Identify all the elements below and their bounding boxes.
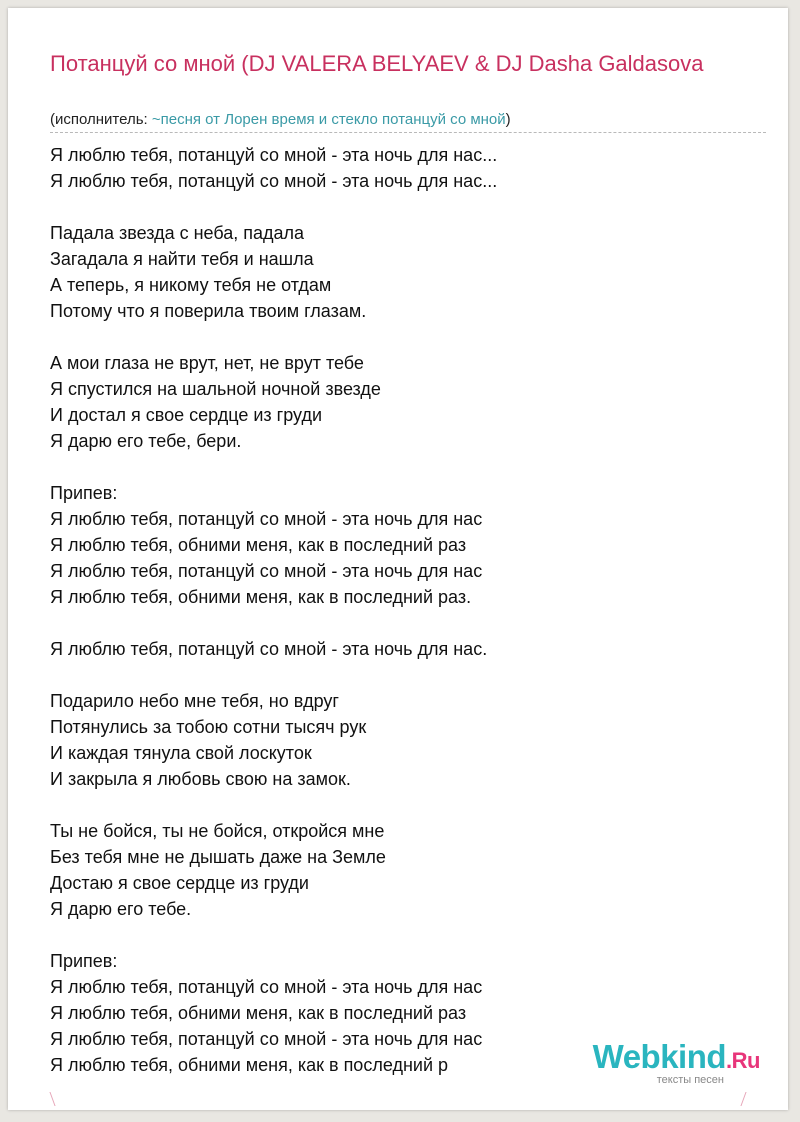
lyrics-line: Я люблю тебя, потанцуй со мной - эта ночь для нас bbox=[50, 509, 483, 529]
lyrics-line: Потянулись за тобою сотни тысяч рук bbox=[50, 717, 367, 737]
lyrics-line: Я люблю тебя, обними меня, как в последний раз. bbox=[50, 587, 472, 607]
logo-tld: .Ru bbox=[726, 1048, 760, 1073]
lyrics-line: Я люблю тебя, потанцуй со мной - эта ночь для нас. bbox=[50, 639, 488, 659]
lyrics-line: Достаю я свое сердце из груди bbox=[50, 873, 309, 893]
lyrics-line: Я люблю тебя, обними меня, как в последний раз bbox=[50, 1003, 467, 1023]
lyrics-line: Я люблю тебя, потанцуй со мной - эта ночь для нас... bbox=[50, 145, 498, 165]
lyrics-line: Припев: bbox=[50, 951, 118, 971]
logo-tagline: тексты песен bbox=[656, 1074, 724, 1086]
lyrics-line: И каждая тянула свой лоскуток bbox=[50, 743, 312, 763]
artist-suffix: ) bbox=[505, 111, 511, 128]
lyrics-body bbox=[50, 142, 497, 1104]
lyrics-line: И закрыла я любовь свою на замок. bbox=[50, 769, 351, 789]
logo-wordmark bbox=[593, 1040, 760, 1078]
document-page bbox=[8, 8, 788, 1110]
lyrics-stanza bbox=[50, 220, 497, 324]
lyrics-line: Я люблю тебя, потанцуй со мной - эта ночь для нас bbox=[50, 561, 483, 581]
lyrics-stanza bbox=[50, 480, 497, 610]
lyrics-line: Припев: bbox=[50, 483, 118, 503]
lyrics-line: Я дарю его тебе, бери. bbox=[50, 431, 242, 451]
lyrics-line: Падала звезда с неба, падала bbox=[50, 223, 305, 243]
lyrics-line: Потому что я поверила твоим глазам. bbox=[50, 301, 367, 321]
lyrics-line: Загадала я найти тебя и нашла bbox=[50, 249, 314, 269]
lyrics-line: Я люблю тебя, обними меня, как в последний раз bbox=[50, 535, 467, 555]
lyrics-line: Ты не бойся, ты не бойся, откройся мне bbox=[50, 821, 385, 841]
lyrics-line: И достал я свое сердце из груди bbox=[50, 405, 323, 425]
lyrics-line: Я люблю тебя, потанцуй со мной - эта ночь для нас... bbox=[50, 171, 498, 191]
lyrics-line: Я дарю его тебе. bbox=[50, 899, 192, 919]
page-corner-mark bbox=[740, 1092, 764, 1106]
lyrics-stanza bbox=[50, 350, 497, 454]
lyrics-line: А мои глаза не врут, нет, не врут тебе bbox=[50, 353, 364, 373]
lyrics-stanza bbox=[50, 818, 497, 922]
lyrics-stanza bbox=[50, 688, 497, 792]
lyrics-line: Подарило небо мне тебя, но вдруг bbox=[50, 691, 339, 711]
logo-name: Webkind bbox=[592, 1038, 727, 1075]
lyrics-line: А теперь, я никому тебя не отдам bbox=[50, 275, 332, 295]
lyrics-line: Я спустился на шальной ночной звезде bbox=[50, 379, 381, 399]
lyrics-line: Без тебя мне не дышать даже на Земле bbox=[50, 847, 386, 867]
lyrics-line: Я люблю тебя, потанцуй со мной - эта ночь для нас bbox=[50, 977, 483, 997]
artist-link[interactable]: ~песня от Лорен время и стекло потанцуй со мной bbox=[151, 111, 506, 128]
lyrics-stanza bbox=[50, 142, 497, 194]
lyrics-stanza bbox=[50, 636, 497, 662]
lyrics-line: Я люблю тебя, обними меня, как в последний р bbox=[50, 1055, 449, 1075]
lyrics-line: Я люблю тебя, потанцуй со мной - эта ночь для нас bbox=[50, 1029, 483, 1049]
header-divider bbox=[50, 132, 766, 133]
artist-line bbox=[50, 110, 511, 130]
lyrics-stanza bbox=[50, 948, 497, 1078]
site-logo[interactable] bbox=[593, 1040, 760, 1086]
song-title: Потанцуй со мной (DJ VALERA BELYAEV & DJ Dasha Galdasova bbox=[50, 51, 704, 76]
artist-prefix: (исполнитель: bbox=[50, 111, 152, 128]
